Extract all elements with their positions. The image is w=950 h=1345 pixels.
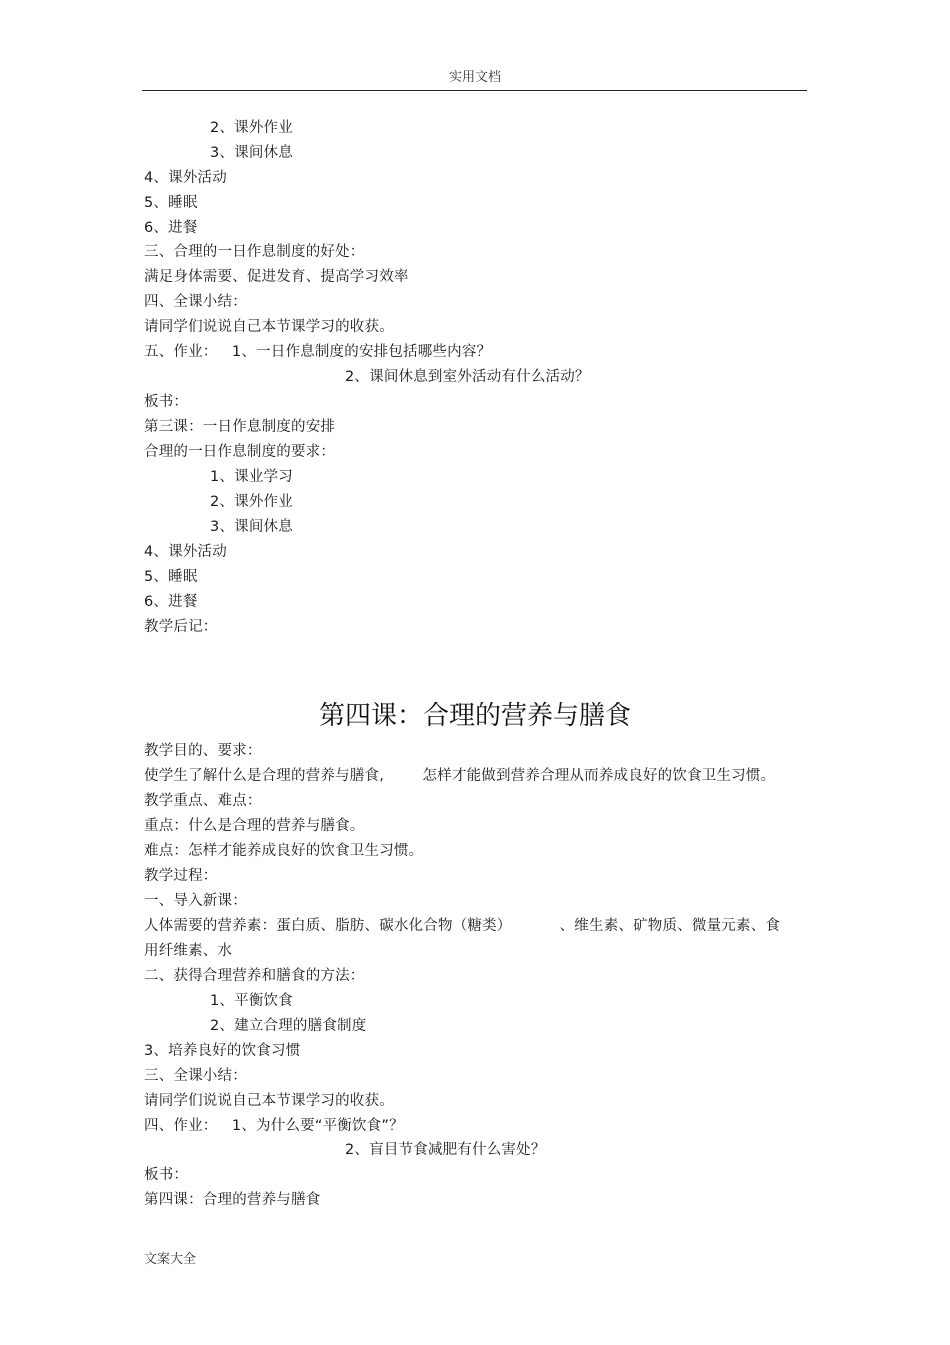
text-line: 教学目的、要求： [144, 743, 262, 759]
text-line: 用纤维素、水 [144, 943, 233, 959]
text-line: 第四课：合理的营养与膳食 [144, 1192, 321, 1208]
text-line: 5、睡眠 [144, 569, 198, 585]
text-line: 3、课间休息 [210, 519, 293, 535]
text-line: 2、课外作业 [210, 494, 293, 510]
text-line: 第三课：一日作息制度的安排 [144, 419, 336, 435]
text-line: 1、平衡饮食 [210, 993, 293, 1009]
text-line: 2、盲目节食减肥有什么害处？ [345, 1142, 546, 1158]
text-line: 1、课业学习 [210, 469, 293, 485]
text-line: 人体需要的营养素：蛋白质、脂肪、碳水化合物（糖类） 、维生素、矿物质、微量元素、食 [144, 918, 781, 934]
text-line: 三、全课小结： [144, 1068, 247, 1084]
text-line: 满足身体需要、促进发育、提高学习效率 [144, 269, 409, 285]
header-rule [142, 90, 807, 91]
text-line: 合理的一日作息制度的要求： [144, 444, 336, 460]
text-line: 2、建立合理的膳食制度 [210, 1018, 367, 1034]
text-line: 5、睡眠 [144, 195, 198, 211]
text-line: 使学生了解什么是合理的营养与膳食, 怎样才能做到营养合理从而养成良好的饮食卫生习惯。 [144, 768, 776, 784]
text-line: 请同学们说说自己本节课学习的收获。 [144, 1093, 394, 1109]
text-line: 二、获得合理营养和膳食的方法： [144, 968, 365, 984]
text-line: 4、课外活动 [144, 170, 227, 186]
text-line: 板书： [144, 1167, 189, 1183]
text-line: 难点：怎样才能养成良好的饮食卫生习惯。 [144, 843, 424, 859]
text-line: 3、课间休息 [210, 145, 293, 161]
text-line: 板书： [144, 394, 189, 410]
text-line: 教学过程： [144, 868, 218, 884]
text-line: 6、进餐 [144, 220, 198, 236]
text-line: 教学重点、难点： [144, 793, 262, 809]
text-line: 3、培养良好的饮食习惯 [144, 1043, 301, 1059]
page-footer: 文案大全 [144, 1252, 197, 1267]
text-line: 教学后记： [144, 619, 218, 635]
text-line: 2、课间休息到室外活动有什么活动？ [345, 369, 590, 385]
text-line: 2、课外作业 [210, 120, 293, 136]
page-header: 实用文档 [448, 70, 501, 85]
text-line: 一、导入新课： [144, 893, 247, 909]
text-line: 4、课外活动 [144, 544, 227, 560]
text-line: 三、合理的一日作息制度的好处： [144, 244, 365, 260]
text-line: 五、作业： 1、一日作息制度的安排包括哪些内容？ [144, 344, 492, 360]
text-line: 重点：什么是合理的营养与膳食。 [144, 818, 365, 834]
lesson-title: 第四课：合理的营养与膳食 [318, 701, 631, 731]
text-line: 6、进餐 [144, 594, 198, 610]
text-line: 四、作业： 1、为什么要“平衡饮食”？ [144, 1118, 404, 1134]
text-line: 四、全课小结： [144, 294, 247, 310]
text-line: 请同学们说说自己本节课学习的收获。 [144, 319, 394, 335]
